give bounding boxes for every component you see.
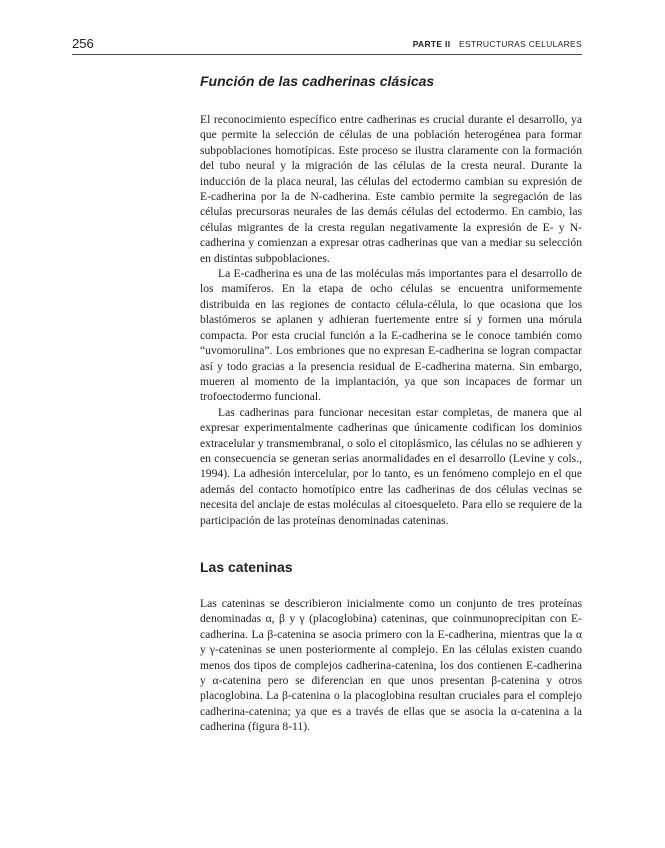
paragraph: Las cadherinas para funcionar necesitan estar completas, de manera que al expresar experimentalmente cadherinas que únicamente codifican los dominios extracelular y transmembranal, o solo el citoplásmico, las células no se adhieren y en consecuencia se generan serias anormalidades en el desarrollo (Levine y cols., 1994). La adhesión intercelular, por lo tanto, es un fenómeno complejo en el que además del contacto homotípico entre las cadherinas de dos células vecinas se necesita del anclaje de estas moléculas al citoesqueleto. Para ello se requiere de la participación de las proteínas denominadas cateninas.: [200, 405, 582, 527]
paragraph: El reconocimiento específico entre cadherinas es crucial durante el desarrollo, ya que permite la selección de células de una población heterogénea para formar subpoblaciones homotípicas. Este proceso se ilustra claramente con la formación del tubo neural y la migración de las células de la cresta neural. Durante la inducción de la placa neural, las células del ectodermo cambian su expresión de E-cadherina por la de N-cadherina. Este cambio permite la segregación de las células precursoras neurales de las demás células del ectodermo. En cambio, las células migrantes de la cresta regulan negativamente la expresión de E- y N-cadherina y comienzan a expresar otras cadherinas que van a mediar su selección en distintas subpoblaciones.: [200, 113, 582, 265]
part-label: PARTE II: [412, 39, 451, 49]
paragraph: La E-cadherina es una de las moléculas más importantes para el desarrollo de los mamíferos. En la etapa de ocho células se encuentra uniformemente distribuida en las regiones de contacto célula-célula, lo que ocasiona que los blastómeros se aplanen y adhieran fuertemente entre sí y formen una mórula compacta. Por esta crucial función a la E-cadherina se le conoce también como “uvomorulina”. Los embriones que no expresan E-cadherina se logran compactar así y todo gracias a la presencia residual de E-cadherina materna. Sin embargo, mueren al momento de la implantación, ya que son incapaces de formar un trofoectodermo funcional.: [200, 267, 582, 404]
section-label: ESTRUCTURAS CELULARES: [459, 39, 582, 49]
page-header: [72, 36, 582, 55]
section-title-funcion: Función de las cadherinas clásicas: [200, 73, 435, 89]
section-title-cateninas: Las cateninas: [200, 558, 293, 575]
paragraph: Las cateninas se describieron inicialmente como un conjunto de tres proteínas denominadas α, β y γ (placoglobina) cateninas, que coinmunoprecipitan con E-cadherina. La β-catenina se asocia primero con la E-cadherina, mientras que la α y γ-cateninas se unen posteriormente al complejo. En las células existen cuando menos dos tipos de complejos cadherina-catenina, los dos contienen E-cadherina y α-catenina pero se diferencian en que unos presentan β-catenina y otros placoglobina. La β-catenina o la placoglobina resultan cruciales para el complejo cadherina-catenina; ya que es a través de ellas que se asocia la α-catenina a la cadherina (figura 8-11).: [200, 596, 582, 734]
page-content: [200, 72, 582, 735]
page-number: 256: [72, 36, 94, 51]
running-head: [413, 39, 582, 49]
